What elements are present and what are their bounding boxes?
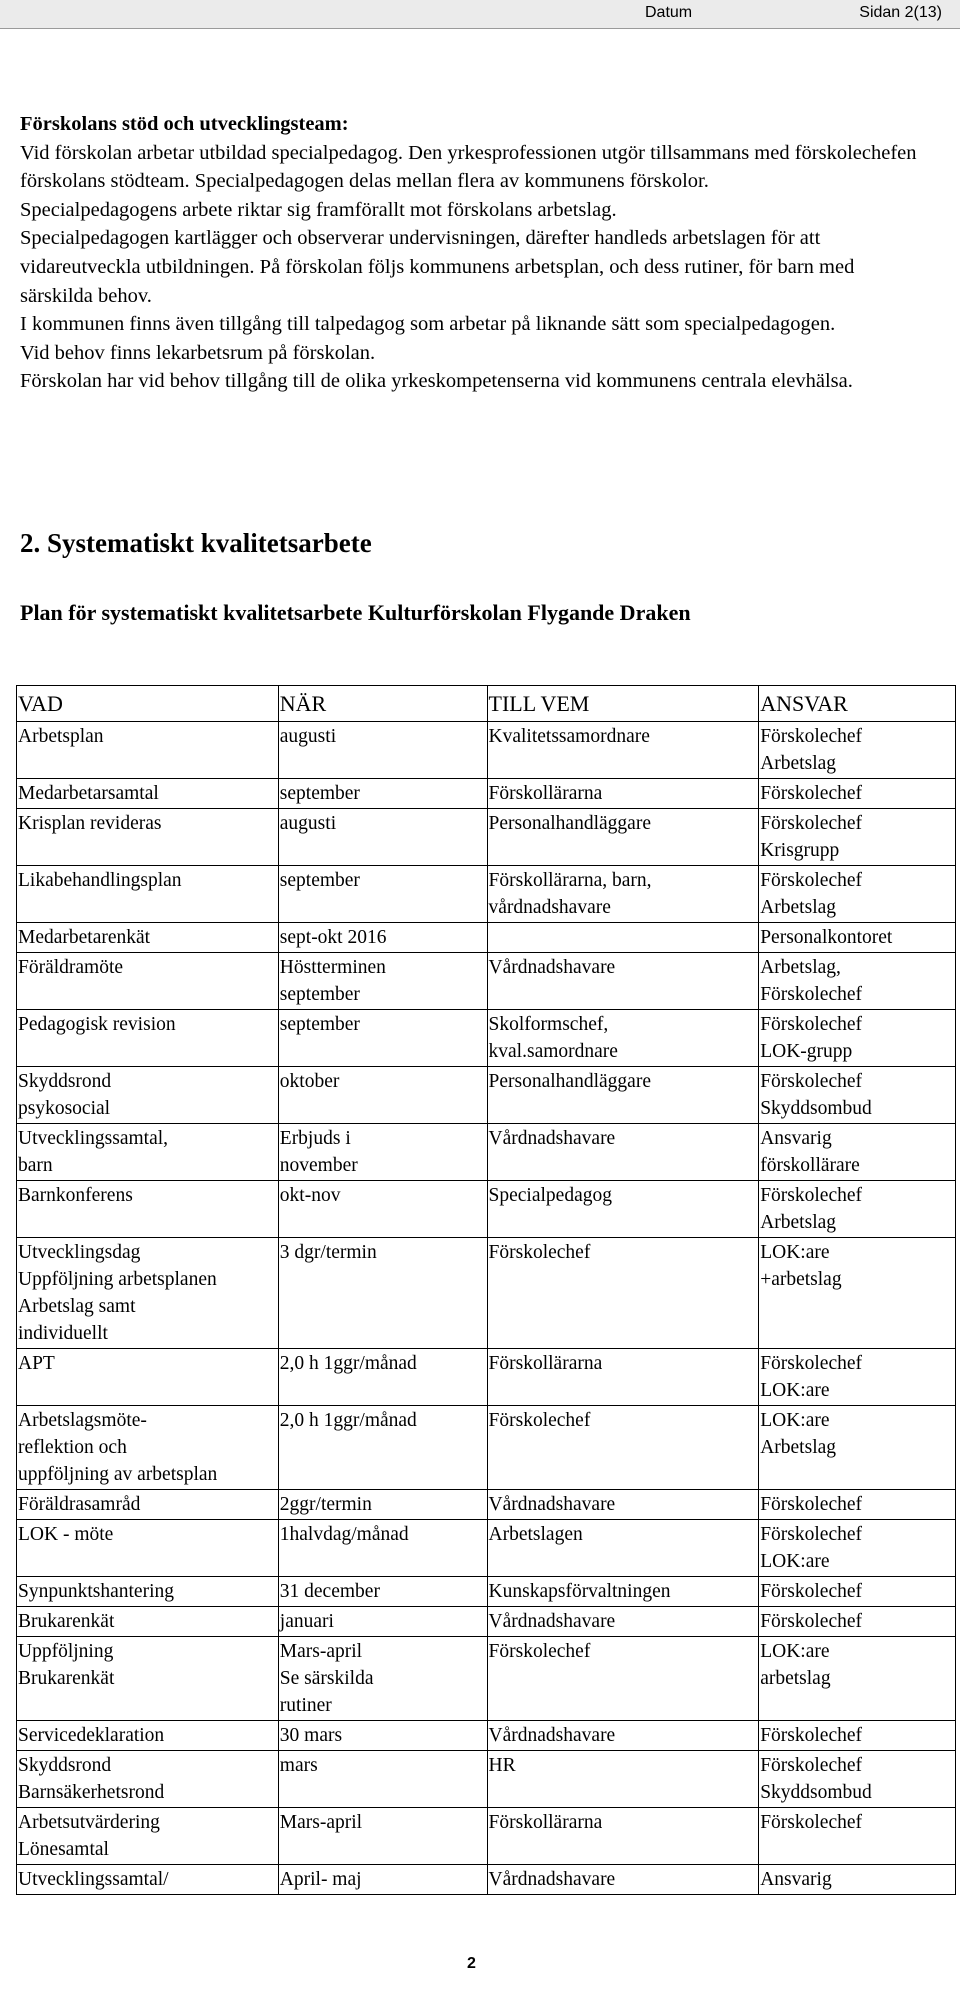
table-row bbox=[17, 809, 956, 866]
cell-line: Barnkonferens bbox=[18, 1185, 133, 1206]
cell-vad bbox=[17, 722, 279, 779]
cell-nar bbox=[278, 1490, 487, 1520]
column-header-till-vem: TILL VEM bbox=[487, 686, 759, 722]
table-row bbox=[17, 866, 956, 923]
cell-line: 2,0 h 1ggr/månad bbox=[279, 1410, 417, 1431]
cell-till-vem bbox=[487, 1808, 759, 1865]
cell-line: Skyddsrond bbox=[18, 1755, 112, 1776]
cell-line: Arbetsutvärdering bbox=[18, 1812, 160, 1833]
cell-line: Arbetslag bbox=[760, 1437, 837, 1458]
cell-ansvar bbox=[759, 722, 956, 779]
cell-line: september bbox=[279, 870, 360, 891]
cell-vad bbox=[17, 1124, 279, 1181]
cell-ansvar bbox=[759, 1607, 956, 1637]
cell-line: Arbetslagen bbox=[488, 1524, 583, 1545]
cell-line: Förskollärarna bbox=[488, 1812, 603, 1833]
cell-line: 2ggr/termin bbox=[279, 1494, 372, 1515]
page-number: 2 bbox=[467, 1955, 476, 1972]
cell-nar bbox=[278, 1181, 487, 1238]
cell-line: Förskolechef bbox=[488, 1242, 591, 1263]
cell-line: LOK-grupp bbox=[760, 1041, 853, 1062]
intro-heading: Förskolans stöd och utvecklingsteam: bbox=[20, 113, 349, 135]
cell-till-vem bbox=[487, 1721, 759, 1751]
cell-line: Uppföljning arbetsplanen bbox=[18, 1269, 217, 1290]
cell-vad bbox=[17, 779, 279, 809]
table-body bbox=[17, 722, 956, 1895]
cell-line: Förskolechef bbox=[760, 813, 863, 834]
cell-till-vem bbox=[487, 1637, 759, 1721]
cell-ansvar bbox=[759, 1721, 956, 1751]
column-header-ansvar: ANSVAR bbox=[759, 686, 956, 722]
cell-line: Förskolechef bbox=[760, 1812, 863, 1833]
cell-line: Personalhandläggare bbox=[488, 813, 651, 834]
cell-line: Förskolechef bbox=[760, 1524, 863, 1545]
cell-line: 31 december bbox=[279, 1581, 380, 1602]
table-row bbox=[17, 1124, 956, 1181]
cell-line: vårdnadshavare bbox=[488, 897, 611, 918]
cell-line: arbetslag bbox=[760, 1668, 831, 1689]
cell-line: Förskolechef bbox=[488, 1641, 591, 1662]
cell-line: Höstterminen bbox=[279, 957, 386, 978]
table-row bbox=[17, 1607, 956, 1637]
cell-line: Utvecklingsdag bbox=[18, 1242, 141, 1263]
cell-line: Arbetsplan bbox=[18, 726, 104, 747]
cell-ansvar bbox=[759, 1238, 956, 1349]
intro-paragraph: Vid förskolan arbetar utbildad specialpedagog. Den yrkesprofessionen utgör tillsammans med förskolechefen förskolans stödteam. Specialpedagogen delas mellan flera av kommunens förskolor. bbox=[20, 141, 917, 193]
cell-line: Förskolechef bbox=[760, 1185, 863, 1206]
cell-line: LOK:are bbox=[760, 1242, 830, 1263]
cell-line: Specialpedagog bbox=[488, 1185, 612, 1206]
cell-line: Skyddsrond bbox=[18, 1071, 112, 1092]
cell-line: Pedagogisk revision bbox=[18, 1014, 176, 1035]
cell-vad bbox=[17, 1751, 279, 1808]
cell-vad bbox=[17, 953, 279, 1010]
cell-line: Brukarenkät bbox=[18, 1611, 115, 1632]
cell-line: augusti bbox=[279, 813, 337, 834]
cell-line: LOK:are bbox=[760, 1551, 830, 1572]
cell-ansvar bbox=[759, 923, 956, 953]
cell-ansvar bbox=[759, 1406, 956, 1490]
table-row bbox=[17, 1721, 956, 1751]
cell-nar bbox=[278, 779, 487, 809]
cell-nar bbox=[278, 1865, 487, 1895]
cell-ansvar bbox=[759, 809, 956, 866]
cell-line: Vårdnadshavare bbox=[488, 957, 616, 978]
cell-line: Uppföljning bbox=[18, 1641, 114, 1662]
cell-ansvar bbox=[759, 1808, 956, 1865]
cell-line: Vårdnadshavare bbox=[488, 1869, 616, 1890]
cell-line: sept-okt 2016 bbox=[279, 927, 387, 948]
cell-nar bbox=[278, 1808, 487, 1865]
cell-till-vem bbox=[487, 866, 759, 923]
cell-line: september bbox=[279, 1014, 360, 1035]
cell-line: Förskollärarna bbox=[488, 1353, 603, 1374]
cell-line: Arbetslag, bbox=[760, 957, 841, 978]
cell-line: 1halvdag/månad bbox=[279, 1524, 409, 1545]
cell-line: Mars-april bbox=[279, 1641, 363, 1662]
cell-line: okt-nov bbox=[279, 1185, 341, 1206]
cell-till-vem bbox=[487, 1238, 759, 1349]
cell-till-vem bbox=[487, 1010, 759, 1067]
table-row bbox=[17, 1181, 956, 1238]
plan-title: Plan för systematiskt kvalitetsarbete Kulturförskolan Flygande Draken bbox=[20, 600, 691, 625]
cell-line: individuellt bbox=[18, 1323, 108, 1344]
cell-line: förskollärare bbox=[760, 1155, 860, 1176]
cell-line: barn bbox=[18, 1155, 53, 1176]
cell-line: Medarbetarsamtal bbox=[18, 783, 159, 804]
cell-nar bbox=[278, 1406, 487, 1490]
cell-vad bbox=[17, 1721, 279, 1751]
table-row bbox=[17, 1751, 956, 1808]
cell-nar bbox=[278, 1577, 487, 1607]
cell-nar bbox=[278, 923, 487, 953]
cell-line: +arbetslag bbox=[760, 1269, 842, 1290]
cell-line: rutiner bbox=[279, 1695, 332, 1716]
cell-vad bbox=[17, 866, 279, 923]
cell-line: Vårdnadshavare bbox=[488, 1128, 616, 1149]
intro-paragraph: Förskolan har vid behov tillgång till de olika yrkeskompetenserna vid kommunens centrala elevhälsa. bbox=[20, 370, 853, 393]
cell-nar bbox=[278, 1124, 487, 1181]
cell-line: Personalhandläggare bbox=[488, 1071, 651, 1092]
cell-line: Förskolechef bbox=[760, 870, 863, 891]
table-row bbox=[17, 953, 956, 1010]
cell-line: APT bbox=[18, 1353, 55, 1374]
cell-line: Brukarenkät bbox=[18, 1668, 115, 1689]
cell-line: mars bbox=[279, 1755, 318, 1776]
cell-nar bbox=[278, 953, 487, 1010]
cell-vad bbox=[17, 1010, 279, 1067]
cell-line: september bbox=[279, 783, 360, 804]
cell-till-vem bbox=[487, 1490, 759, 1520]
cell-line: LOK:are bbox=[760, 1380, 830, 1401]
table-row bbox=[17, 1520, 956, 1577]
cell-line: Ansvarig bbox=[760, 1869, 832, 1890]
cell-vad bbox=[17, 1181, 279, 1238]
page-header bbox=[0, 0, 960, 29]
cell-line: 30 mars bbox=[279, 1725, 343, 1746]
cell-line: kval.samordnare bbox=[488, 1041, 618, 1062]
cell-line: reflektion och bbox=[18, 1437, 127, 1458]
table-header-row bbox=[17, 686, 956, 722]
cell-vad bbox=[17, 1808, 279, 1865]
cell-vad bbox=[17, 1520, 279, 1577]
intro-paragraph: Vid behov finns lekarbetsrum på förskolan. bbox=[20, 341, 376, 364]
cell-line: Arbetslag samt bbox=[18, 1296, 136, 1317]
cell-nar bbox=[278, 1637, 487, 1721]
cell-line: Förskolechef bbox=[760, 1353, 863, 1374]
cell-line: november bbox=[279, 1155, 358, 1176]
cell-till-vem bbox=[487, 722, 759, 779]
cell-nar bbox=[278, 1349, 487, 1406]
cell-till-vem bbox=[487, 1181, 759, 1238]
section-title: 2. Systematiskt kvalitetsarbete bbox=[20, 528, 372, 558]
cell-ansvar bbox=[759, 779, 956, 809]
cell-line: uppföljning av arbetsplan bbox=[18, 1464, 218, 1485]
table-row bbox=[17, 722, 956, 779]
cell-line: LOK - möte bbox=[18, 1524, 114, 1545]
cell-line: Föräldramöte bbox=[18, 957, 124, 978]
header-date-label: Datum bbox=[645, 4, 693, 21]
cell-line: Vårdnadshavare bbox=[488, 1725, 616, 1746]
intro-paragraph: Specialpedagogens arbete riktar sig framförallt mot förskolans arbetslag. bbox=[20, 198, 617, 221]
cell-till-vem bbox=[487, 1751, 759, 1808]
cell-vad bbox=[17, 1577, 279, 1607]
cell-nar bbox=[278, 1607, 487, 1637]
cell-vad bbox=[17, 1406, 279, 1490]
cell-vad bbox=[17, 1238, 279, 1349]
cell-line: LOK:are bbox=[760, 1641, 830, 1662]
cell-vad bbox=[17, 923, 279, 953]
cell-line: Lönesamtal bbox=[18, 1839, 109, 1860]
cell-line: Förskolechef bbox=[760, 783, 863, 804]
intro-section bbox=[20, 110, 920, 396]
cell-line: April- maj bbox=[279, 1869, 362, 1890]
cell-line: Krisgrupp bbox=[760, 840, 840, 861]
cell-ansvar bbox=[759, 1520, 956, 1577]
cell-nar bbox=[278, 722, 487, 779]
cell-line: Arbetslagsmöte- bbox=[18, 1410, 147, 1431]
cell-ansvar bbox=[759, 1577, 956, 1607]
table-row bbox=[17, 779, 956, 809]
cell-line: Medarbetarenkät bbox=[18, 927, 151, 948]
cell-till-vem bbox=[487, 779, 759, 809]
cell-ansvar bbox=[759, 1124, 956, 1181]
cell-line: Personalkontoret bbox=[760, 927, 893, 948]
cell-line: Synpunktshantering bbox=[18, 1581, 174, 1602]
cell-vad bbox=[17, 809, 279, 866]
cell-nar bbox=[278, 1238, 487, 1349]
cell-line: Arbetslag bbox=[760, 1212, 837, 1233]
cell-line: augusti bbox=[279, 726, 337, 747]
cell-ansvar bbox=[759, 1865, 956, 1895]
cell-line: Förskolechef bbox=[488, 1410, 591, 1431]
cell-till-vem bbox=[487, 1577, 759, 1607]
cell-nar bbox=[278, 1721, 487, 1751]
cell-line: Kvalitetssamordnare bbox=[488, 726, 650, 747]
cell-nar bbox=[278, 1010, 487, 1067]
cell-line: Krisplan revideras bbox=[18, 813, 162, 834]
cell-line: Mars-april bbox=[279, 1812, 363, 1833]
table-row bbox=[17, 923, 956, 953]
column-header-vad: VAD bbox=[17, 686, 279, 722]
table-row bbox=[17, 1349, 956, 1406]
cell-line: LOK:are bbox=[760, 1410, 830, 1431]
cell-line: Förskolechef bbox=[760, 726, 863, 747]
cell-nar bbox=[278, 1520, 487, 1577]
cell-nar bbox=[278, 809, 487, 866]
cell-nar bbox=[278, 866, 487, 923]
cell-vad bbox=[17, 1490, 279, 1520]
table-row bbox=[17, 1067, 956, 1124]
cell-line: Skolformschef, bbox=[488, 1014, 609, 1035]
cell-line: psykosocial bbox=[18, 1098, 111, 1119]
quality-plan-table bbox=[16, 685, 956, 1895]
cell-line: HR bbox=[488, 1755, 516, 1776]
cell-line: Förskolechef bbox=[760, 1071, 863, 1092]
cell-ansvar bbox=[759, 1637, 956, 1721]
cell-ansvar bbox=[759, 1010, 956, 1067]
cell-till-vem bbox=[487, 1607, 759, 1637]
cell-line: Utvecklingssamtal/ bbox=[18, 1869, 169, 1890]
cell-line: Se särskilda bbox=[279, 1668, 374, 1689]
cell-till-vem bbox=[487, 923, 759, 953]
cell-line: Likabehandlingsplan bbox=[18, 870, 182, 891]
table-row bbox=[17, 1577, 956, 1607]
cell-line: Förskolechef bbox=[760, 1725, 863, 1746]
cell-line: oktober bbox=[279, 1071, 340, 1092]
cell-line: Förskollärarna bbox=[488, 783, 603, 804]
cell-ansvar bbox=[759, 1490, 956, 1520]
table-row bbox=[17, 1406, 956, 1490]
cell-line: januari bbox=[279, 1611, 334, 1632]
cell-line: Förskolechef bbox=[760, 1494, 863, 1515]
column-header-nar: NÄR bbox=[278, 686, 487, 722]
cell-till-vem bbox=[487, 1067, 759, 1124]
cell-line: Skyddsombud bbox=[760, 1782, 872, 1803]
cell-ansvar bbox=[759, 1751, 956, 1808]
cell-till-vem bbox=[487, 953, 759, 1010]
cell-ansvar bbox=[759, 1067, 956, 1124]
cell-vad bbox=[17, 1349, 279, 1406]
cell-line: Förskolechef bbox=[760, 1014, 863, 1035]
cell-ansvar bbox=[759, 953, 956, 1010]
cell-till-vem bbox=[487, 1865, 759, 1895]
cell-line: 2,0 h 1ggr/månad bbox=[279, 1353, 417, 1374]
cell-nar bbox=[278, 1751, 487, 1808]
cell-line: september bbox=[279, 984, 360, 1005]
cell-line: Förskolechef bbox=[760, 984, 863, 1005]
cell-line: Arbetslag bbox=[760, 897, 837, 918]
cell-line: Erbjuds i bbox=[279, 1128, 351, 1149]
table-row bbox=[17, 1865, 956, 1895]
intro-paragraph: Specialpedagogen kartlägger och observerar undervisningen, därefter handleds arbetslagen för att vidareutveckla utbildningen. På förskolan följs kommunens arbetsplan, och dess rutiner, för barn med särskilda behov. bbox=[20, 227, 855, 307]
table-row bbox=[17, 1010, 956, 1067]
cell-line: Föräldrasamråd bbox=[18, 1494, 141, 1515]
cell-line: Förskollärarna, barn, bbox=[488, 870, 652, 891]
cell-vad bbox=[17, 1067, 279, 1124]
table-row bbox=[17, 1490, 956, 1520]
cell-vad bbox=[17, 1637, 279, 1721]
intro-paragraph: I kommunen finns även tillgång till talpedagog som arbetar på liknande sätt som specialpedagogen. bbox=[20, 313, 836, 336]
cell-ansvar bbox=[759, 1181, 956, 1238]
cell-till-vem bbox=[487, 1520, 759, 1577]
cell-ansvar bbox=[759, 866, 956, 923]
cell-line: 3 dgr/termin bbox=[279, 1242, 377, 1263]
table-row bbox=[17, 1637, 956, 1721]
cell-nar bbox=[278, 1067, 487, 1124]
cell-vad bbox=[17, 1865, 279, 1895]
cell-line: Förskolechef bbox=[760, 1611, 863, 1632]
cell-line: Kunskapsförvaltningen bbox=[488, 1581, 671, 1602]
table-row bbox=[17, 1808, 956, 1865]
table-row bbox=[17, 1238, 956, 1349]
cell-ansvar bbox=[759, 1349, 956, 1406]
header-page-label: Sidan 2(13) bbox=[859, 4, 942, 21]
cell-line: Vårdnadshavare bbox=[488, 1494, 616, 1515]
cell-line: Ansvarig bbox=[760, 1128, 832, 1149]
cell-line: Servicedeklaration bbox=[18, 1725, 165, 1746]
cell-till-vem bbox=[487, 1124, 759, 1181]
cell-line: Vårdnadshavare bbox=[488, 1611, 616, 1632]
cell-line: Arbetslag bbox=[760, 753, 837, 774]
cell-till-vem bbox=[487, 809, 759, 866]
cell-till-vem bbox=[487, 1349, 759, 1406]
cell-vad bbox=[17, 1607, 279, 1637]
cell-line: Barnsäkerhetsrond bbox=[18, 1782, 165, 1803]
cell-line: Utvecklingssamtal, bbox=[18, 1128, 169, 1149]
cell-line: Förskolechef bbox=[760, 1755, 863, 1776]
cell-till-vem bbox=[487, 1406, 759, 1490]
cell-line: Skyddsombud bbox=[760, 1098, 872, 1119]
cell-line: Förskolechef bbox=[760, 1581, 863, 1602]
